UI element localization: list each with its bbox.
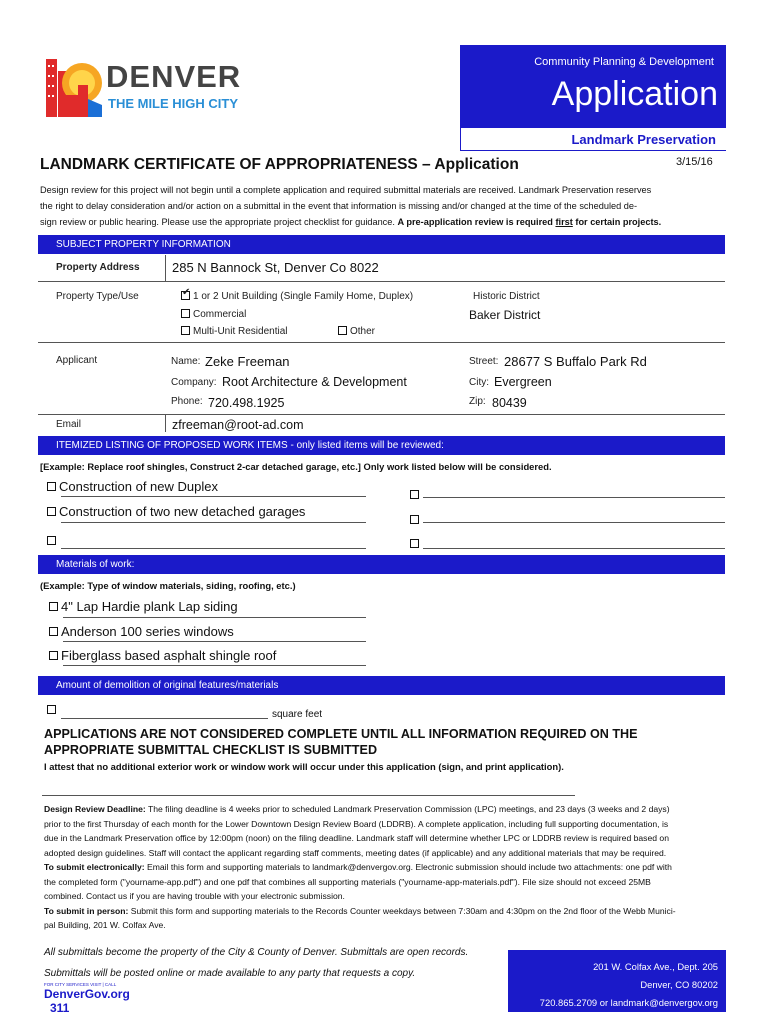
work-item-4[interactable] [410, 487, 422, 502]
address-field[interactable]: 285 N Bannock St, Denver Co 8022 [172, 260, 379, 275]
logo-name: DENVER [106, 59, 242, 94]
footer-address-block: 201 W. Colfax Ave., Dept. 205 Denver, CO 80202 720.865.2709 or landmark@denvergov.org [508, 950, 726, 1012]
city-field[interactable]: Evergreen [494, 375, 552, 389]
type-option-2[interactable]: Commercial [181, 309, 246, 320]
checkbox-icon[interactable] [181, 309, 190, 318]
work-heading: ITEMIZED LISTING OF PROPOSED WORK ITEMS - only listed items will be reviewed: [38, 436, 725, 455]
checkbox-icon[interactable] [47, 507, 56, 516]
type-option-1[interactable]: ✔ 1 or 2 Unit Building (Single Family Home, Duplex) [181, 291, 413, 302]
street-field[interactable]: 28677 S Buffalo Park Rd [504, 354, 647, 369]
zip-field[interactable]: 80439 [492, 396, 527, 410]
type-option-3[interactable]: Multi-Unit Residential [181, 326, 287, 337]
applicant-label: Applicant [56, 355, 98, 366]
materials-example: (Example: Type of window materials, siding, roofing, etc.) [40, 580, 296, 591]
material-item-1[interactable]: 4" Lap Hardie plank Lap siding [49, 599, 238, 614]
checkbox-icon[interactable] [49, 602, 58, 611]
email-field[interactable]: zfreeman@root-ad.com [172, 418, 304, 432]
zip-label: Zip: [469, 396, 486, 407]
street-label: Street: [469, 356, 499, 367]
checkbox-icon[interactable] [49, 627, 58, 636]
checkbox-icon[interactable] [338, 326, 347, 335]
material-item-2[interactable]: Anderson 100 series windows [49, 624, 234, 639]
checkbox-icon[interactable] [47, 536, 56, 545]
type-option-4[interactable]: Other [338, 326, 375, 337]
name-label: Name: [171, 356, 201, 367]
signature-line[interactable] [42, 795, 575, 796]
historic-field[interactable]: Baker District [469, 308, 541, 322]
checkbox-icon[interactable] [181, 326, 190, 335]
work-item-2[interactable]: Construction of two new detached garages [47, 504, 305, 519]
historic-label: Historic District [473, 291, 540, 302]
demolition-heading: Amount of demolition of original features/materials [38, 676, 725, 695]
work-item-5[interactable] [410, 512, 422, 527]
header-title: Application [551, 75, 718, 113]
demolition-item[interactable] [47, 702, 59, 717]
division-label: Landmark Preservation [571, 132, 716, 147]
materials-heading: Materials of work: [38, 555, 725, 574]
header-banner [460, 45, 726, 128]
logo-tagline: THE MILE HIGH CITY [108, 96, 238, 111]
company-label: Company: [171, 377, 217, 388]
phone-field[interactable]: 720.498.1925 [208, 396, 285, 410]
subject-heading: SUBJECT PROPERTY INFORMATION [38, 235, 725, 254]
checkbox-icon[interactable] [47, 705, 56, 714]
work-item-6[interactable] [410, 536, 422, 551]
notice-heading: APPLICATIONS ARE NOT CONSIDERED COMPLETE UNTIL ALL INFORMATION REQUIRED ON THE APPROPRIATE SUBMITTAL CHECKLIST IS SUBMITTED [44, 727, 638, 757]
type-label: Property Type/Use [56, 291, 139, 302]
denver-skyline-icon [44, 55, 106, 120]
checkbox-icon[interactable] [410, 490, 419, 499]
checkbox-icon[interactable] [49, 651, 58, 660]
phone-label: Phone: [171, 396, 203, 407]
address-label: Property Address [56, 262, 140, 273]
form-date: 3/15/16 [676, 156, 713, 168]
demolition-unit: square feet [272, 709, 323, 720]
footer-notes: All submittals become the property of the City & County of Denver. Submittals are open records. Submittals will be posted online or made available to any party that requests a copy. [44, 947, 469, 979]
work-item-3[interactable] [47, 533, 59, 548]
city-label: City: [469, 377, 489, 388]
intro-text: Design review for this project will not begin until a complete application and required submittal materials are received. Landmark Preservation reserves the right to delay consideration and/or action on a submittal in the event that information is missing and/or changed at the time of the scheduled de- sign review or public hearing. Please use the appropriate project checklist for guidance. A pre-application review is required first for certain projects. [40, 185, 662, 227]
attest-text: I attest that no additional exterior work or window work will occur under this application (sign, and print application). [44, 761, 564, 772]
checkbox-icon[interactable] [410, 515, 419, 524]
denvergov-logo: FOR CITY SERVICES VISIT | CALL DenverGov.org 311 [44, 982, 130, 1015]
form-title: LANDMARK CERTIFICATE OF APPROPRIATENESS – Application [40, 156, 519, 173]
name-field[interactable]: Zeke Freeman [205, 354, 290, 369]
company-field[interactable]: Root Architecture & Development [222, 375, 407, 389]
checked-checkbox-icon[interactable] [181, 291, 190, 300]
email-label: Email [56, 419, 82, 430]
work-item-1[interactable]: Construction of new Duplex [47, 479, 218, 494]
deadline-text: Design Review Deadline: The filing deadline is 4 weeks prior to scheduled Landmark Preservation Commission (LPC) meetings, and 23 days (3 weeks and 2 days) prior to the first Thursday of each month for the Lower Downtown Design Review Board (LDDRB). A complete application, including full supporting documentation, is due in the Landmark Preservation office by 12:00pm (noon) on the filing deadline. Landmark staff will determine whether LPC or LDDRB review is required based on adopted design guidelines. Staff will contact the applicant regarding staff comments, meeting dates (if applicable) and any additional materials that may be required. To submit electronically: Email this form and supporting materials to landmark@denvergov.org. Electronic submission should include two attachments: one pdf with the completed form ("yourname-app.pdf") and one pdf that combines all supporting materials ("yourname-app-materials.pdf"). File size should not exceed 25MB combined. Contact us if you are having trouble with your electronic submission. To submit in person: Submit this form and supporting materials to the Records Counter weekdays between 7:30am and 4:30pm on the 2nd floor of the Webb Munici- pal Building, 201 W. Colfax Ave. [44, 804, 676, 930]
material-item-3[interactable]: Fiberglass based asphalt shingle roof [49, 648, 276, 663]
org-line: Community Planning & Development [534, 56, 714, 68]
work-example: [Example: Replace roof shingles, Construct 2-car detached garage, etc.] Only work listed below will be considered. [40, 461, 552, 472]
denver-logo [44, 55, 274, 120]
checkbox-icon[interactable] [410, 539, 419, 548]
checkbox-icon[interactable] [47, 482, 56, 491]
